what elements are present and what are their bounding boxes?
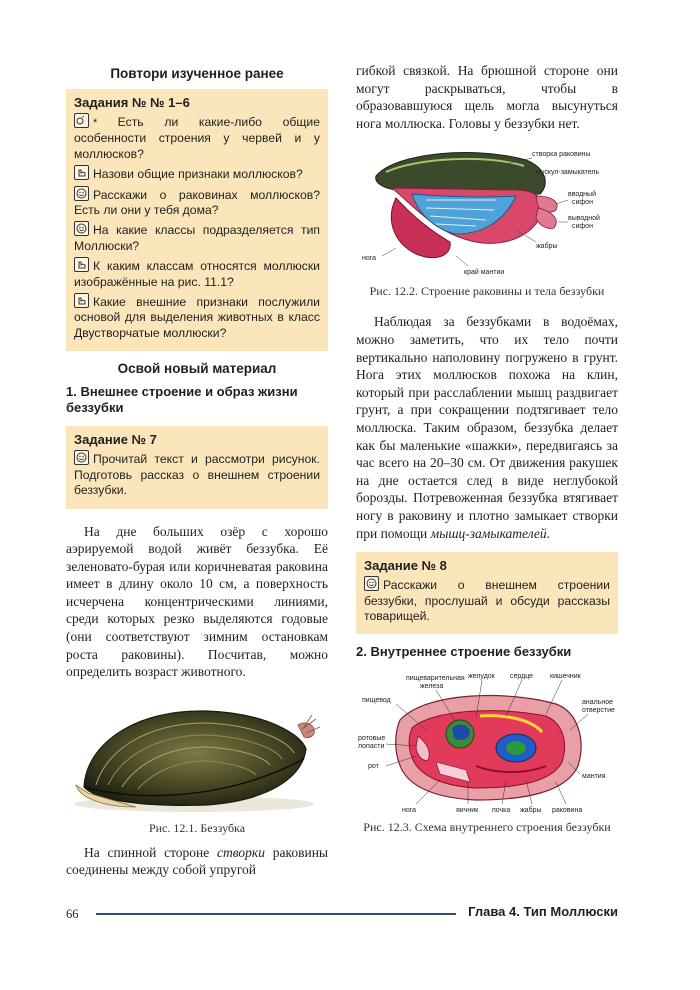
paragraph-ligament: гибкой связкой. На брюшной стороне они могут раскрываться, чтобы в образовавшуюся щель могла высунуться нога моллюска. Головы у беззубки нет. — [356, 63, 618, 131]
text-segment: Наблюдая за беззубками в водоёмах, можно заметить, что их тело почти вертикально наполовину погружено в грунт. Нога этих моллюсков похожа на клин, который при расслаблении мышц раздвигает грунт, а при сокращении подтягивает тело моллюска. Таким образом, беззубка делает как бы маленькие «шажки», передвигаясь за час всего на 20–30 см. От движения ракушек на дне остается след в виде неглубокой борозды. Потревоженная беззубка втягивает ногу в раковину и плотно замыкает створки при помощи — [356, 314, 618, 541]
label-shell-valve: створка раковины — [532, 151, 591, 159]
text-segment: раковины соединены между собой упругой — [66, 844, 328, 878]
review-task-title: Задания № № 1–6 — [74, 95, 190, 110]
chapter-title: Глава 4. Тип Моллюски — [468, 904, 618, 919]
task7-box — [66, 426, 328, 508]
label-heart: сердце — [510, 673, 534, 681]
task-item-text: Расскажи о раковинах моллюсков? Есть ли они у тебя дома? — [74, 187, 320, 218]
label-foot: нога — [362, 255, 377, 263]
label-gills: жабры — [536, 243, 558, 251]
label-inlet-siphon: вводный — [568, 191, 596, 199]
figure-body-structure — [356, 138, 618, 280]
label-mouth: рот — [368, 763, 379, 771]
task-item-text: К каким классам относятся моллюски изображённые на рис. 11.1? — [74, 259, 320, 289]
label-outlet-siphon: выводной — [568, 215, 600, 223]
subheading-external: 1. Внешнее строение и образ жизни беззубки — [66, 384, 298, 416]
task-item — [364, 576, 610, 624]
label-anal-opening-2: отверстие — [582, 707, 615, 715]
label-oral-lobes: ротовые — [358, 735, 386, 743]
text-segment: На спинной стороне — [84, 844, 217, 860]
term-valve: створки — [217, 844, 265, 860]
task8-box — [356, 552, 618, 634]
task-item-text: Прочитай текст и рассмотри рисунок. Подготовь рассказ о внешнем строении беззубки. — [74, 452, 320, 498]
task-item — [74, 257, 320, 290]
task-item — [74, 221, 320, 254]
right-column — [356, 62, 618, 835]
smile-icon — [364, 576, 379, 591]
left-column — [66, 62, 328, 879]
label-esophagus: пищевод — [362, 697, 391, 705]
task-item — [74, 450, 320, 498]
task8-title: Задание № 8 — [364, 558, 447, 574]
label-digestive-gland: пищеварительная — [406, 675, 465, 683]
task-item-text: Назови общие признаки моллюсков? — [93, 167, 303, 182]
smile-icon — [74, 221, 89, 236]
figure-caption: Рис. 12.1. Беззубка — [148, 820, 246, 835]
hand-icon — [74, 293, 89, 308]
figure-caption: Рис. 12.2. Строение раковины и тела беззубки — [369, 284, 605, 299]
hand-icon — [74, 257, 89, 272]
task-item-text: Есть ли какие-либо общие особенности строения у червей и у моллюсков? — [74, 115, 321, 161]
figure-shell — [66, 689, 328, 819]
figure-caption: Рис. 12.3. Схема внутреннего строения беззубки — [363, 820, 611, 835]
paragraph-habitat: На дне больших озёр с хорошо аэрируемой водой живёт беззубка. Её зеленовато-бурая или коричневатая раковина имеет в длину около 10 см, а поверхность исчерчена концентрическими линиями, среди которых резко выделяются годовые (они соответствуют зимним остановкам роста раковины). Посчитав, можно определить возраст животного. — [66, 523, 328, 680]
label-digestive-gland-2: железа — [420, 683, 444, 691]
subheading-internal: 2. Внутреннее строение беззубки — [356, 644, 572, 660]
task-item-text: На какие классы подразделяется тип Моллюски? — [74, 223, 320, 253]
task-item — [74, 293, 320, 341]
figure-internal-structure — [356, 670, 618, 818]
paragraph-movement — [356, 313, 618, 542]
label-shell: раковина — [552, 807, 583, 815]
new-material-heading: Освой новый материал — [117, 361, 277, 377]
task-item: * * Есть ли какие-либо общие особенности строения у червей и у моллюсков? — [74, 115, 321, 161]
label-kidney: почка — [492, 807, 511, 815]
hand-icon — [74, 165, 89, 180]
smile-icon — [74, 186, 89, 201]
page-number: 66 — [66, 907, 79, 921]
label-stomach: желудок — [468, 673, 495, 681]
svg-text:*: * — [82, 116, 85, 122]
label-inlet-siphon-2: сифон — [572, 199, 593, 207]
label-foot: нога — [402, 807, 417, 815]
footer-rule — [96, 913, 456, 915]
task-item-text: Какие внешние признаки послужили основой для выделения животных в класс Двустворчатые моллюски? — [74, 295, 320, 340]
label-intestine: кишечник — [550, 673, 581, 681]
label-anal-opening: анальное — [582, 699, 614, 707]
smile-icon — [74, 450, 89, 465]
label-oral-lobes-2: лопасти — [358, 743, 385, 751]
review-task-box — [66, 89, 328, 351]
label-mantle: мантия — [582, 773, 606, 781]
think-icon — [74, 113, 89, 128]
mussel-body-diagram — [356, 138, 618, 280]
label-gills: жабры — [520, 807, 542, 815]
review-heading: Повтори изученное ранее — [110, 66, 284, 81]
label-outlet-siphon-2: сифон — [572, 223, 593, 231]
mussel-internal-diagram — [356, 670, 618, 818]
paragraph-valves — [66, 844, 328, 879]
task-item — [74, 165, 320, 182]
label-mantle-edge: край мантии — [464, 269, 505, 277]
label-adductor: мускул-замыкатель — [536, 169, 600, 177]
shell-illustration — [66, 689, 328, 819]
task-item — [74, 186, 320, 219]
task-item-text: Расскажи о внешнем строении беззубки, прослушай и обсуди рассказы товарищей. — [364, 578, 610, 623]
term-adductor-muscles: мышц-замыкателей — [430, 525, 547, 541]
text-segment: . — [546, 525, 551, 541]
task7-title: Задание № 7 — [74, 432, 157, 448]
label-ovary: яичник — [456, 807, 479, 815]
